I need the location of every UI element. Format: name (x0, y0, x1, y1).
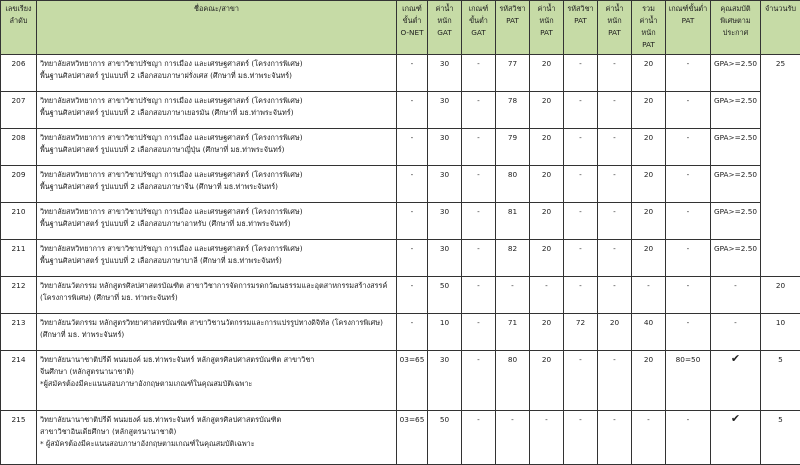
cell-pat2-w: 20 (598, 314, 632, 351)
row-number: 214 (1, 351, 37, 411)
row-number: 208 (1, 129, 37, 166)
cell-onet: 03=65 (397, 411, 428, 465)
cell-onet: - (397, 166, 428, 203)
cell-pat-min: - (666, 55, 711, 92)
header-col-pat-min: เกณฑ์ขั้นต่ำ PAT (666, 1, 711, 55)
cell-pat2: - (564, 92, 598, 129)
cell-onet: - (397, 129, 428, 166)
cell-gat-min: - (462, 351, 496, 411)
cell-pat2: - (564, 55, 598, 92)
cell-special: ✔ (711, 351, 761, 411)
cell-gat-w: 50 (428, 277, 462, 314)
cell-pat1-w: 20 (530, 240, 564, 277)
faculty-name-line: (โครงการพิเศษ) (ศึกษาที่ มธ. ท่าพระจันทร์) (40, 292, 394, 304)
header-col-gat-min: เกณฑ์ขั้นต่ำ GAT (462, 1, 496, 55)
cell-pat1-w: 20 (530, 92, 564, 129)
row-number: 212 (1, 277, 37, 314)
cell-special: GPA>=2.50 (711, 240, 761, 277)
cell-special: GPA>=2.50 (711, 129, 761, 166)
faculty-name (37, 240, 397, 277)
cell-quota: 5 (761, 411, 800, 465)
row-number: 209 (1, 166, 37, 203)
header-row (1, 1, 800, 55)
table-row (1, 314, 800, 351)
cell-onet: 03=65 (397, 351, 428, 411)
cell-pat-sum: 20 (632, 92, 666, 129)
cell-gat-min: - (462, 92, 496, 129)
cell-quota: 5 (761, 351, 800, 411)
cell-pat-min: - (666, 129, 711, 166)
faculty-name-line: พื้นฐานศิลปศาสตร์ รูปแบบที่ 2 เลือกสอบภาษาบาลี (ศึกษาที่ มธ.ท่าพระจันทร์) (40, 255, 394, 267)
cell-pat1-w: 20 (530, 203, 564, 240)
cell-gat-min: - (462, 277, 496, 314)
header-col-gat-weight: ค่าน้ำหนัก GAT (428, 1, 462, 55)
table-row (1, 129, 800, 166)
cell-pat1: 77 (496, 55, 530, 92)
cell-gat-min: - (462, 314, 496, 351)
cell-gat-min: - (462, 240, 496, 277)
header-col-pat-code-2: รหัสวิชา PAT (564, 1, 598, 55)
faculty-name-line: พื้นฐานศิลปศาสตร์ รูปแบบที่ 2 เลือกสอบภาษาฝรั่งเศส (ศึกษาที่ มธ.ท่าพระจันทร์) (40, 70, 394, 82)
cell-pat2-w: - (598, 129, 632, 166)
cell-pat1-w: 20 (530, 314, 564, 351)
cell-onet: - (397, 240, 428, 277)
faculty-name-line: พื้นฐานศิลปศาสตร์ รูปแบบที่ 2 เลือกสอบภาษาจีน (ศึกษาที่ มธ.ท่าพระจันทร์) (40, 181, 394, 193)
cell-special: GPA>=2.50 (711, 203, 761, 240)
cell-quota: 25 (761, 55, 800, 277)
faculty-name (37, 277, 397, 314)
faculty-name-line: สาขาวิชาอินเดียศึกษา (หลักสูตรนานาชาติ) (40, 426, 394, 438)
cell-pat2-w: - (598, 411, 632, 465)
cell-pat1-w: 20 (530, 55, 564, 92)
cell-pat1: 79 (496, 129, 530, 166)
cell-pat1: 82 (496, 240, 530, 277)
header-col-number: เลขเรียงลำดับ (1, 1, 37, 55)
faculty-name (37, 55, 397, 92)
cell-pat1-w: 20 (530, 351, 564, 411)
cell-pat-sum: 20 (632, 129, 666, 166)
cell-gat-w: 30 (428, 203, 462, 240)
row-number: 207 (1, 92, 37, 129)
faculty-name-line: จีนศึกษา (หลักสูตรนานาชาติ) (40, 366, 394, 378)
faculty-name (37, 92, 397, 129)
row-number: 210 (1, 203, 37, 240)
row-number: 213 (1, 314, 37, 351)
table-row (1, 351, 800, 411)
cell-pat-min: - (666, 411, 711, 465)
faculty-name (37, 203, 397, 240)
cell-gat-w: 30 (428, 351, 462, 411)
cell-pat1: 81 (496, 203, 530, 240)
cell-pat-sum: 40 (632, 314, 666, 351)
cell-pat2: - (564, 351, 598, 411)
table-row (1, 55, 800, 92)
cell-pat1-w: - (530, 277, 564, 314)
faculty-name-line: วิทยาลัยนวัตกรรม หลักสูตรศิลปศาสตรบัณฑิต สาขาวิชาการจัดการมรดกวัฒนธรรมและอุตสาหกรรมสร้างสรรค์ (40, 280, 394, 292)
cell-gat-min: - (462, 203, 496, 240)
cell-pat2-w: - (598, 277, 632, 314)
faculty-name-line: วิทยาลัยสหวิทยาการ สาขาวิชาปรัชญา การเมือง และเศรษฐศาสตร์ (โครงการพิเศษ) (40, 58, 394, 70)
faculty-name-line: พื้นฐานศิลปศาสตร์ รูปแบบที่ 2 เลือกสอบภาษาอาหรับ (ศึกษาที่ มธ.ท่าพระจันทร์) (40, 218, 394, 230)
cell-pat-sum: 20 (632, 351, 666, 411)
cell-pat1-w: 20 (530, 129, 564, 166)
faculty-name-line: *ผู้สมัครต้องมีคะแนนสอบภาษาอังกฤษตามเกณฑ์ในคุณสมบัติเฉพาะ (40, 378, 394, 390)
cell-pat1: 80 (496, 351, 530, 411)
cell-pat2: - (564, 277, 598, 314)
cell-pat2-w: - (598, 92, 632, 129)
faculty-name (37, 351, 397, 411)
faculty-name-line: * ผู้สมัครต้องมีคะแนนสอบภาษาอังกฤษตามเกณฑ์ในคุณสมบัติเฉพาะ (40, 438, 394, 450)
cell-pat2-w: - (598, 166, 632, 203)
cell-pat-min: - (666, 203, 711, 240)
cell-special: GPA>=2.50 (711, 55, 761, 92)
faculty-name-line: วิทยาลัยสหวิทยาการ สาขาวิชาปรัชญา การเมือง และเศรษฐศาสตร์ (โครงการพิเศษ) (40, 95, 394, 107)
cell-pat2: - (564, 203, 598, 240)
header-col-special-qualification: คุณสมบัติพิเศษตามประกาศ (711, 1, 761, 55)
row-number: 206 (1, 55, 37, 92)
cell-gat-min: - (462, 411, 496, 465)
header-col-pat-weight-2: ค่าน้ำหนัก PAT (598, 1, 632, 55)
cell-pat2: - (564, 166, 598, 203)
cell-pat1: - (496, 411, 530, 465)
cell-gat-w: 30 (428, 55, 462, 92)
cell-onet: - (397, 203, 428, 240)
cell-gat-w: 50 (428, 411, 462, 465)
cell-pat1: - (496, 277, 530, 314)
cell-pat1: 80 (496, 166, 530, 203)
faculty-name-line: วิทยาลัยสหวิทยาการ สาขาวิชาปรัชญา การเมือง และเศรษฐศาสตร์ (โครงการพิเศษ) (40, 169, 394, 181)
cell-gat-w: 30 (428, 129, 462, 166)
cell-pat-min: - (666, 277, 711, 314)
cell-special: GPA>=2.50 (711, 166, 761, 203)
table-row (1, 277, 800, 314)
cell-pat2: - (564, 129, 598, 166)
cell-pat-sum: 20 (632, 55, 666, 92)
faculty-name-line: (ศึกษาที่ มธ. ท่าพระจันทร์) (40, 329, 394, 341)
cell-pat-sum: 20 (632, 203, 666, 240)
cell-pat2-w: - (598, 240, 632, 277)
faculty-name-line: วิทยาลัยสหวิทยาการ สาขาวิชาปรัชญา การเมือง และเศรษฐศาสตร์ (โครงการพิเศษ) (40, 206, 394, 218)
faculty-name (37, 129, 397, 166)
table-row (1, 240, 800, 277)
header-col-faculty: ชื่อคณะ/สาขา (37, 1, 397, 55)
cell-pat2: - (564, 411, 598, 465)
faculty-name-line: วิทยาลัยนวัตกรรม หลักสูตรวิทยาศาสตรบัณฑิต สาขาวิชานวัตกรรมและการแปรรูปทางดิจิทัล (โครงการพิเศษ) (40, 317, 394, 329)
cell-pat1-w: - (530, 411, 564, 465)
row-number: 215 (1, 411, 37, 465)
header-col-pat-code-1: รหัสวิชา PAT (496, 1, 530, 55)
table-row (1, 203, 800, 240)
header-col-onet-min: เกณฑ์ขั้นต่ำ O-NET (397, 1, 428, 55)
cell-gat-min: - (462, 129, 496, 166)
faculty-name (37, 314, 397, 351)
cell-pat-sum: 20 (632, 166, 666, 203)
header-col-pat-total-weight: รวมค่าน้ำหนัก PAT (632, 1, 666, 55)
cell-special: ✔ (711, 411, 761, 465)
cell-onet: - (397, 277, 428, 314)
cell-onet: - (397, 92, 428, 129)
cell-pat-sum: - (632, 277, 666, 314)
cell-pat-min: 80=50 (666, 351, 711, 411)
cell-pat2: - (564, 240, 598, 277)
faculty-name-line: วิทยาลัยนานาชาติปรีดี พนมยงค์ มธ.ท่าพระจันทร์ หลักสูตรศิลปศาสตรบัณฑิต (40, 414, 394, 426)
cell-special: GPA>=2.50 (711, 92, 761, 129)
cell-quota: 20 (761, 277, 800, 314)
faculty-name (37, 411, 397, 465)
table-row (1, 411, 800, 465)
cell-pat-sum: - (632, 411, 666, 465)
cell-gat-min: - (462, 55, 496, 92)
cell-pat2-w: - (598, 203, 632, 240)
cell-gat-w: 30 (428, 166, 462, 203)
cell-gat-w: 30 (428, 92, 462, 129)
cell-pat-min: - (666, 166, 711, 203)
cell-onet: - (397, 55, 428, 92)
faculty-name-line: วิทยาลัยสหวิทยาการ สาขาวิชาปรัชญา การเมือง และเศรษฐศาสตร์ (โครงการพิเศษ) (40, 132, 394, 144)
cell-quota: 10 (761, 314, 800, 351)
faculty-name-line: พื้นฐานศิลปศาสตร์ รูปแบบที่ 2 เลือกสอบภาษาญี่ปุ่น (ศึกษาที่ มธ.ท่าพระจันทร์) (40, 144, 394, 156)
faculty-name-line: วิทยาลัยนานาชาติปรีดี พนมยงค์ มธ.ท่าพระจันทร์ หลักสูตรศิลปศาสตรบัณฑิต สาขาวิชา (40, 354, 394, 366)
cell-gat-min: - (462, 166, 496, 203)
cell-pat2: 72 (564, 314, 598, 351)
table-row (1, 92, 800, 129)
cell-gat-w: 30 (428, 240, 462, 277)
cell-gat-w: 10 (428, 314, 462, 351)
cell-pat-min: - (666, 314, 711, 351)
cell-pat2-w: - (598, 351, 632, 411)
cell-pat-min: - (666, 240, 711, 277)
header-col-quota: จำนวนรับ (761, 1, 800, 55)
cell-special: - (711, 314, 761, 351)
cell-special: - (711, 277, 761, 314)
cell-pat2-w: - (598, 55, 632, 92)
cell-onet: - (397, 314, 428, 351)
table-row (1, 166, 800, 203)
faculty-name (37, 166, 397, 203)
cell-pat-sum: 20 (632, 240, 666, 277)
cell-pat-min: - (666, 92, 711, 129)
faculty-name-line: พื้นฐานศิลปศาสตร์ รูปแบบที่ 2 เลือกสอบภาษาเยอรมัน (ศึกษาที่ มธ.ท่าพระจันทร์) (40, 107, 394, 119)
cell-pat1: 71 (496, 314, 530, 351)
cell-pat1-w: 20 (530, 166, 564, 203)
row-number: 211 (1, 240, 37, 277)
cell-pat1: 78 (496, 92, 530, 129)
faculty-name-line: วิทยาลัยสหวิทยาการ สาขาวิชาปรัชญา การเมือง และเศรษฐศาสตร์ (โครงการพิเศษ) (40, 243, 394, 255)
header-col-pat-weight-1: ค่าน้ำหนัก PAT (530, 1, 564, 55)
